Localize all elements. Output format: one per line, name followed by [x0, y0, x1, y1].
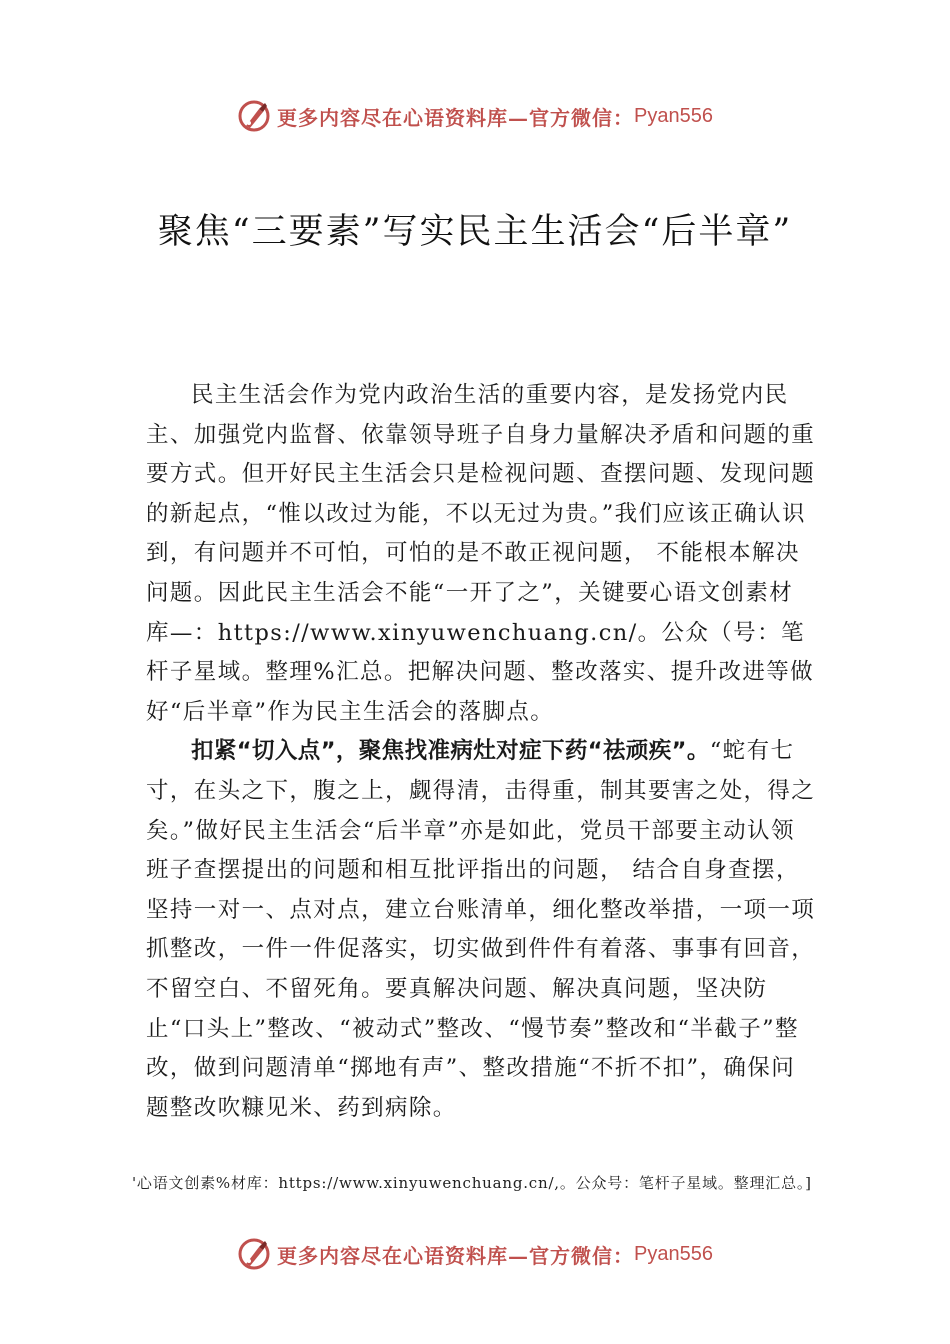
article-body	[146, 376, 816, 1128]
quill-pen-logo-icon	[237, 99, 271, 133]
page-title: 聚焦“三要素”写实民主生活会“后半章”	[157, 212, 793, 252]
paragraph-intro	[146, 376, 816, 732]
header-banner-text: 更多内容尽在心语资料库—官方微信：	[277, 105, 635, 130]
paragraph-cut-in-point-text: “蛇有七寸，在头之下，腹之上，觑得清，击得重，制其要害之处，得之矣。”做好民主生活会“后半章”亦是如此，党员干部要主动认领班子查摆提出的问题和相互批评指出的问题， 结合自身查摆，坚持一对一、点对点，建立台账清单，细化整改举措，一项一项抓整改，一件一件促落实，切实做到件件有着落、事事有回音，不留空白、不留死角。要真解决问题、解决真问题，坚决防止“口头上”整改、“被动式”整改、“慢节奏”整改和“半截子”整改，做到问题清单“掷地有声”、整改措施“不折不扣”，确保问题整改吹糠见米、药到病除。	[146, 738, 816, 1121]
header-banner	[0, 96, 950, 136]
paragraph-lead-heading: 扣紧“切入点”，聚焦找准病灶对症下药“祛顽疾”。	[191, 738, 710, 765]
footer-banner	[0, 1234, 950, 1274]
quill-pen-logo-icon	[237, 1237, 271, 1271]
footer-wechat-id: Pyan556	[634, 1242, 713, 1265]
paragraph-intro-text: 民主生活会作为党内政治生活的重要内容，是发扬党内民主、加强党内监督、依靠领导班子自身力量解决矛盾和问题的重要方式。但开好民主生活会只是检视问题、查摆问题、发现问题的新起点，“惟以改过为能，不以无过为贵。”我们应该正确认识到，有问题并不可怕，可怕的是不敢正视问题， 不能根本解决问题。因此民主生活会不能“一开了之”，关键要心语文创素材库—：https://www.xinyuwenchuang.cn/。公众（号：笔杆子星域。整理%汇总。把解决问题、整改落实、提升改进等做好“后半章”作为民主生活会的落脚点。	[146, 382, 816, 725]
header-wechat-id: Pyan556	[634, 104, 713, 127]
footnote: '心语文创素%材库：https://www.xinyuwenchuang.cn/,。公众号：笔杆子星域。整理汇总。]	[132, 1174, 812, 1192]
footer-banner-text: 更多内容尽在心语资料库—官方微信：	[277, 1243, 635, 1268]
paragraph-cut-in-point	[146, 732, 816, 1128]
